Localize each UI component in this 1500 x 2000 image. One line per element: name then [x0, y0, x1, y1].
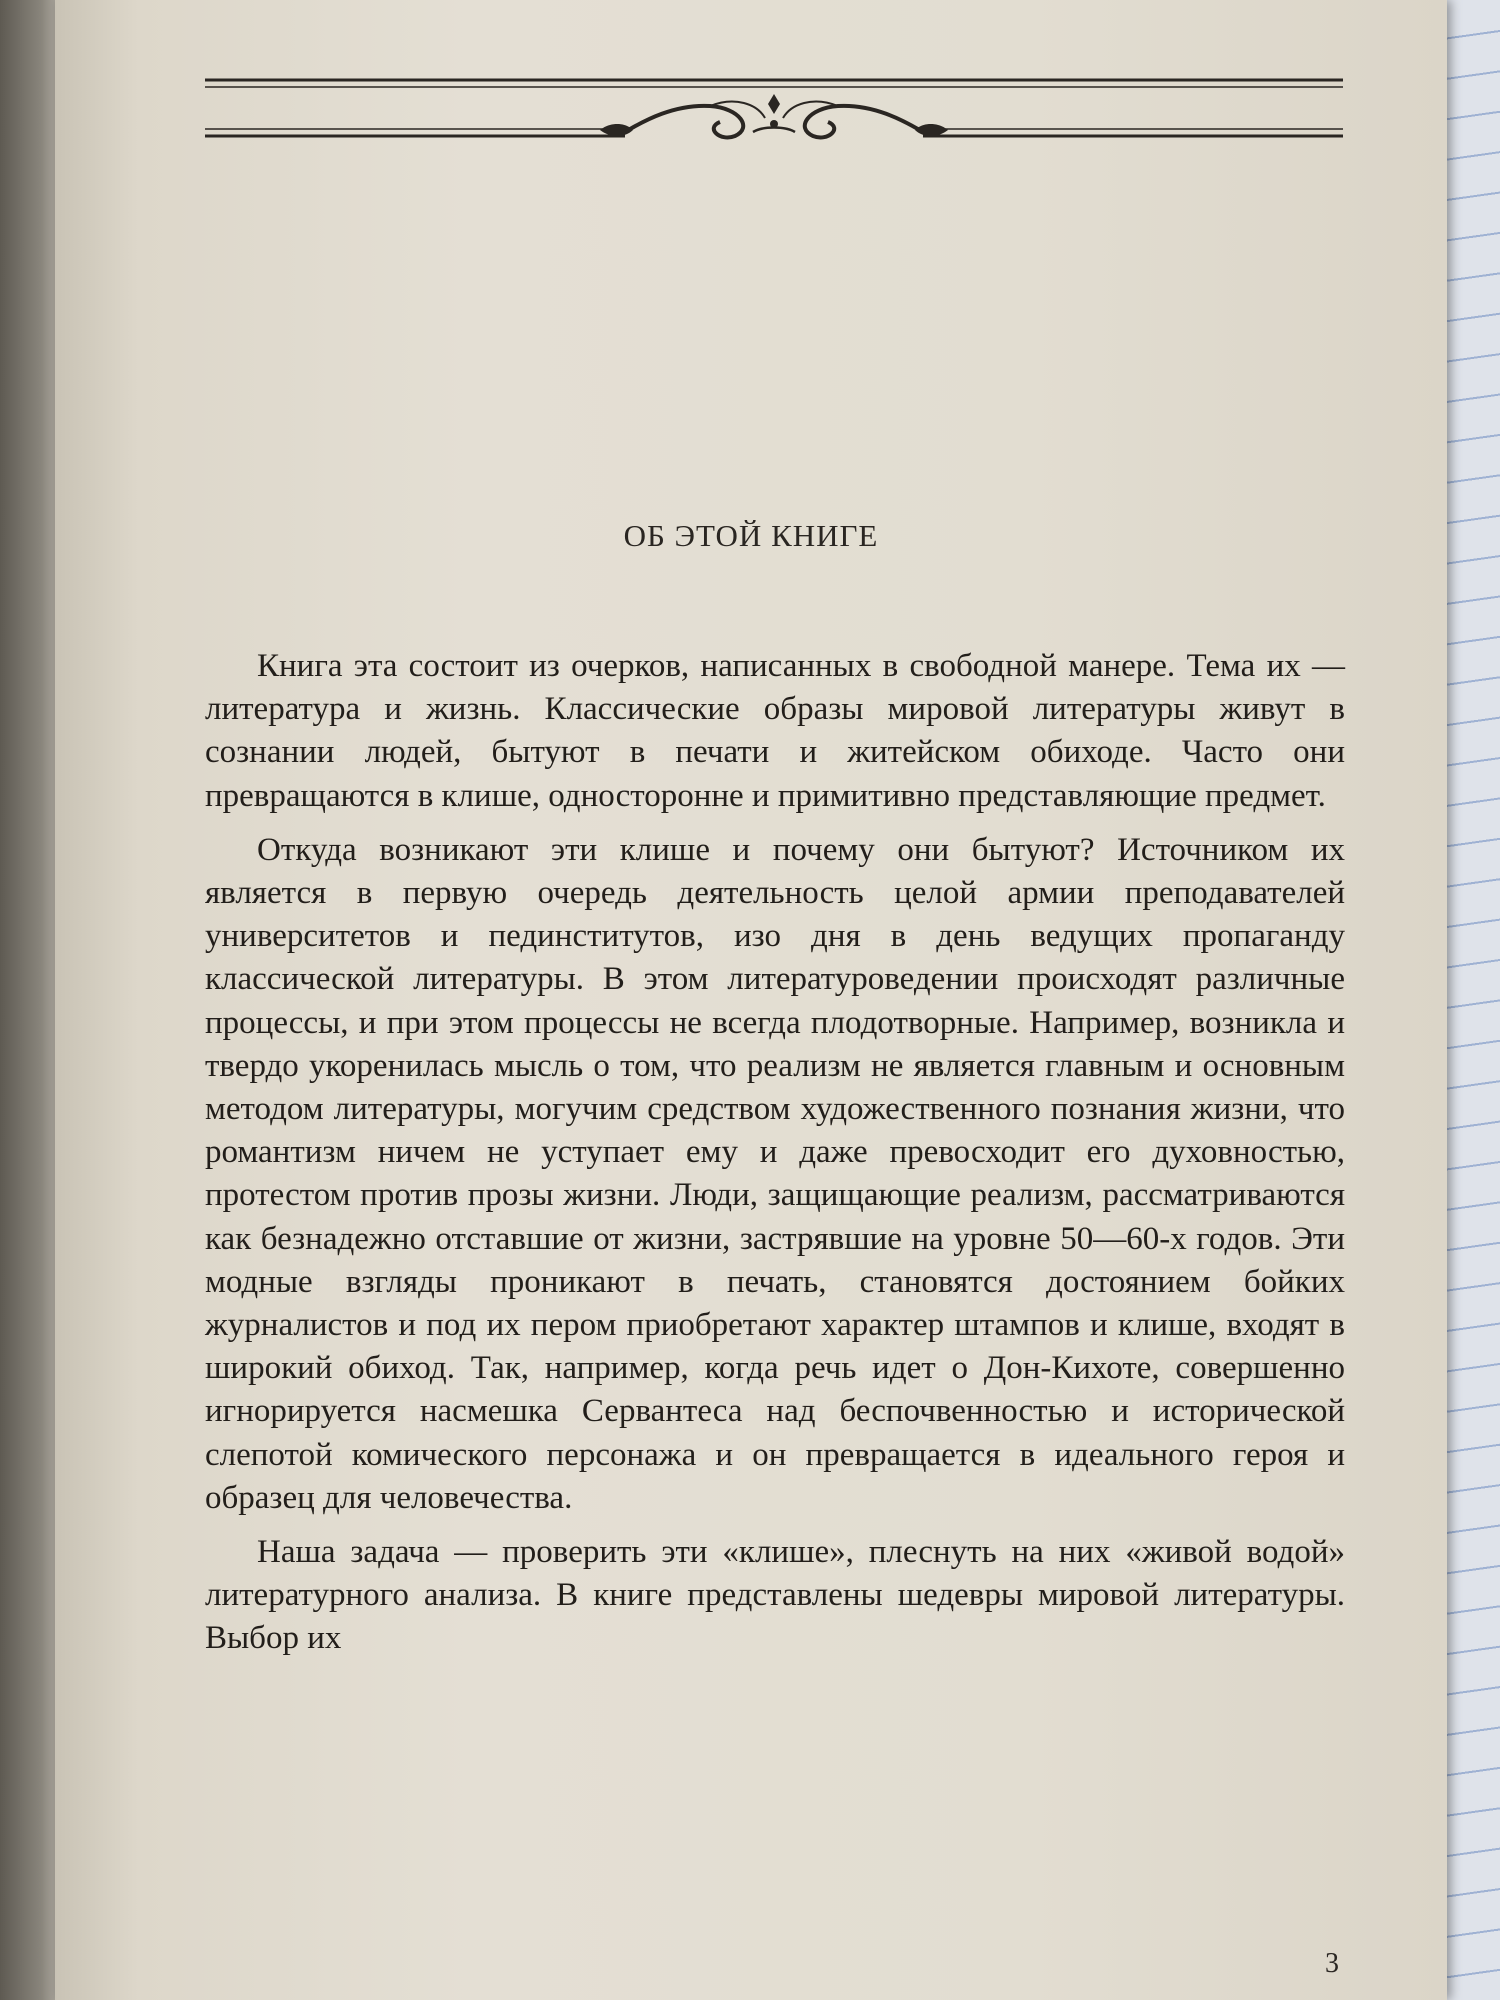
ornament-header [205, 60, 1343, 150]
page-number: 3 [1325, 1948, 1339, 1979]
book-spine-shadow [0, 0, 60, 2000]
paragraph: Книга эта состоит из очерков, написанных в свободной манере. Тема их — литература и жизнь. Классические образы мировой литературы живут в сознании людей, бытуют в печати и житейском обиходе. Часто они превращаются в клише, односторонне и примитивно представляющие предмет. [205, 648, 1345, 814]
page-title: ОБ ЭТОЙ КНИГЕ [623, 518, 879, 553]
body-text [205, 645, 1345, 1672]
paragraph: Наша задача — проверить эти «клише», плеснуть на них «живой водой» литературного анализа. В книге представлены шедевры мировой литературы. Выбор их [205, 1534, 1345, 1657]
paragraph: Откуда возникают эти клише и почему они бытуют? Источником их является в первую очередь деятельность целой армии преподавателей университетов и пединститутов, изо дня в день ведущих пропаганду классической литературы. В этом литературоведении происходят различные процессы, и при этом процессы не всегда плодотворные. Например, возникла и твердо укоренилась мысль о том, что реализм не является главным и основным методом литературы, могучим средством художественного познания жизни, что романтизм ничем не уступает ему и даже превосходит его духовностью, протестом против прозы жизни. Люди, защищающие реализм, рассматриваются как безнадежно отставшие от жизни, застрявшие на уровне 50—60-х годов. Эти модные взгляды проникают в печать, становятся достоянием бойких журналистов и под их пером приобретают характер штампов и клише, входят в широкий обиход. Так, например, когда речь идет о Дон-Кихоте, совершенно игнорируется насмешка Сервантеса над беспочвенностью и исторической слепотой комического персонажа и он превращается в идеального героя и образец для человечества. [205, 831, 1345, 1516]
book-page [55, 0, 1447, 2000]
notebook-edge [1440, 0, 1500, 2000]
